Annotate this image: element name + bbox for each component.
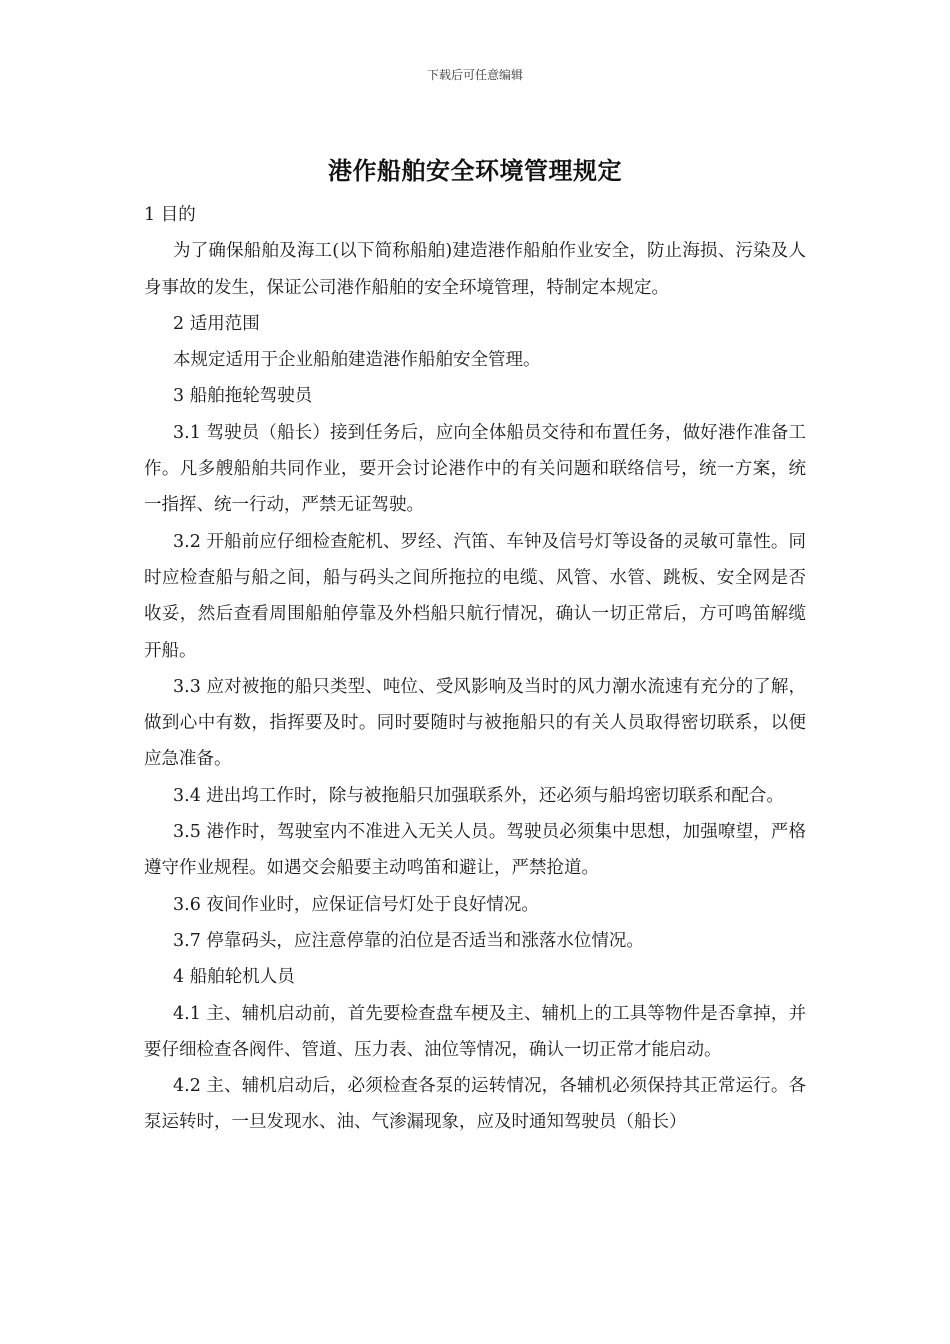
paragraph: 1 目的	[144, 205, 196, 225]
document-title: 港作船舶安全环境管理规定	[328, 156, 622, 185]
paragraph: 3.2 开船前应仔细检查舵机、罗经、汽笛、车钟及信号灯等设备的灵敏可靠性。同时应检查船与船之间，船与码头之间所拖拉的电缆、风管、水管、跳板、安全网是否收妥，然后查看周围船舶停靠及外档船只航行情况，确认一切正常后，方可鸣笛解缆开船。	[144, 531, 806, 661]
paragraph: 本规定适用于企业船舶建造港作船舶安全管理。	[173, 350, 541, 371]
paragraph: 4 船舶轮机人员	[173, 967, 295, 988]
paragraph: 3.5 港作时，驾驶室内不准进入无关人员。驾驶员必须集中思想，加强嘹望，严格遵守作业规程。如遇交会船要主动鸣笛和避让，严禁抢道。	[144, 822, 806, 879]
paragraph: 3 船舶拖轮驾驶员	[173, 386, 313, 407]
paragraph: 3.1 驾驶员（船长）接到任务后，应向全体船员交待和布置任务，做好港作准备工作。凡多艘船舶共同作业，要开会讨论港作中的有关问题和联络信号，统一方案，统一指挥、统一行动，严禁无证驾驶。	[144, 422, 806, 516]
paragraph: 3.3 应对被拖的船只类型、吨位、受风影响及当时的风力潮水流速有充分的了解，做到心中有数，指挥要及时。同时要随时与被拖船只的有关人员取得密切联系，以便应急准备。	[144, 676, 806, 770]
paragraph: 4.1 主、辅机启动前，首先要检查盘车梗及主、辅机上的工具等物件是否拿掉，并要仔细检查各阀件、管道、压力表、油位等情况，确认一切正常才能启动。	[144, 1003, 806, 1060]
paragraph: 3.6 夜间作业时，应保证信号灯处于良好情况。	[173, 894, 539, 915]
paragraph: 3.7 停靠码头，应注意停靠的泊位是否适当和涨落水位情况。	[173, 930, 644, 951]
paragraph: 2 适用范围	[173, 313, 260, 334]
paragraph: 4.2 主、辅机启动后，必须检查各泵的运转情况，各辅机必须保持其正常运行。各泵运转时，一旦发现水、油、气渗漏现象，应及时通知驾驶员（船长）	[144, 1076, 806, 1133]
header-note: 下载后可任意编辑	[426, 68, 523, 82]
document-body	[144, 197, 806, 1141]
paragraph: 为了确保船舶及海工(以下简称船舶)建造港作船舶作业安全，防止海损、污染及人身事故的发生，保证公司港作船舶的安全环境管理，特制定本规定。	[144, 241, 806, 298]
paragraph: 3.4 进出坞工作时，除与被拖船只加强联系外，还必须与船坞密切联系和配合。	[173, 785, 784, 806]
